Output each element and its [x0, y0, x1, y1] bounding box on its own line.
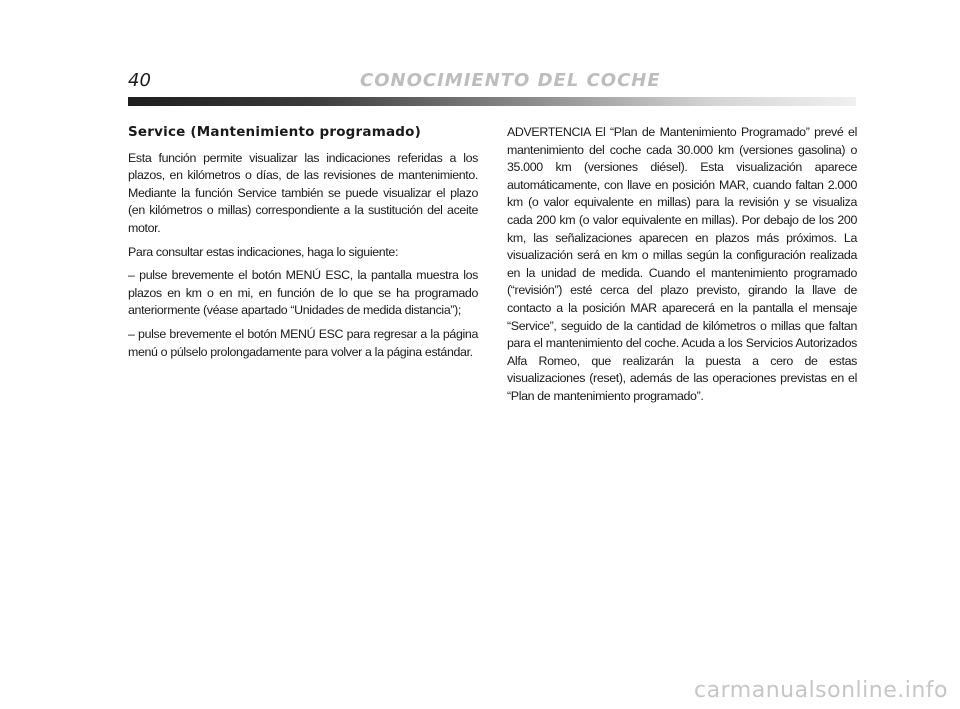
- body-paragraph: Esta función permite visualizar las indicaciones referidas a los plazos, en kilómetros o días, de las revisiones de mantenimiento. Mediante la función Service también se puede visualizar el plazo (en kilómetros o millas) correspondiente a la sustitución del aceite motor.: [128, 150, 478, 235]
- page-number: 40: [128, 70, 151, 91]
- body-paragraph: Para consultar estas indicaciones, haga lo siguiente:: [128, 244, 399, 259]
- warning-paragraph: ADVERTENCIA El “Plan de Mantenimiento Programado” prevé el mantenimiento del coche cada 30.000 km (versiones gasolina) o 35.000 km (versiones diésel). Esta visualización aparece automáticamente, con llave en posición MAR, cuando faltan 2.000 km (o valor equivalente en millas) para la revisión y se visualiza cada 200 km (o valor equivalente en millas). Por debajo de los 200 km, las señalizaciones aparecen en plazos más próximos. La visualización será en km o millas según la configuración realizada en la unidad de medida. Cuando el mantenimiento programado (“revisión”) esté cerca del plazo previsto, girando la llave de contacto a la posición MAR aparecerá en la pantalla el mensaje “Service”, seguido de la cantidad de kilómetros o millas que faltan para el mantenimiento del coche. Acuda a los Servicios Autorizados Alfa Romeo, que realizarán la puesta a cero de estas visualizaciones (reset), además de las operaciones previstas en el “Plan de mantenimiento programado”.: [507, 125, 857, 403]
- watermark: carmanualsonline.info: [694, 678, 948, 703]
- list-item: – pulse brevemente el botón MENÚ ESC, la pantalla muestra los plazos en km o en mi, en función de lo que se ha programado anteriormente (véase apartado “Unidades de medida distancia”);: [128, 268, 478, 318]
- right-column: [507, 124, 857, 412]
- section-title: Service (Mantenimiento programado): [128, 124, 421, 140]
- left-column: [128, 124, 478, 367]
- list-item: – pulse brevemente el botón MENÚ ESC para regresar a la página menú o púlselo prolongadamente para volver a la página estándar.: [128, 326, 478, 359]
- running-head: CONOCIMIENTO DEL COCHE: [360, 70, 661, 91]
- header-rule: [128, 97, 856, 106]
